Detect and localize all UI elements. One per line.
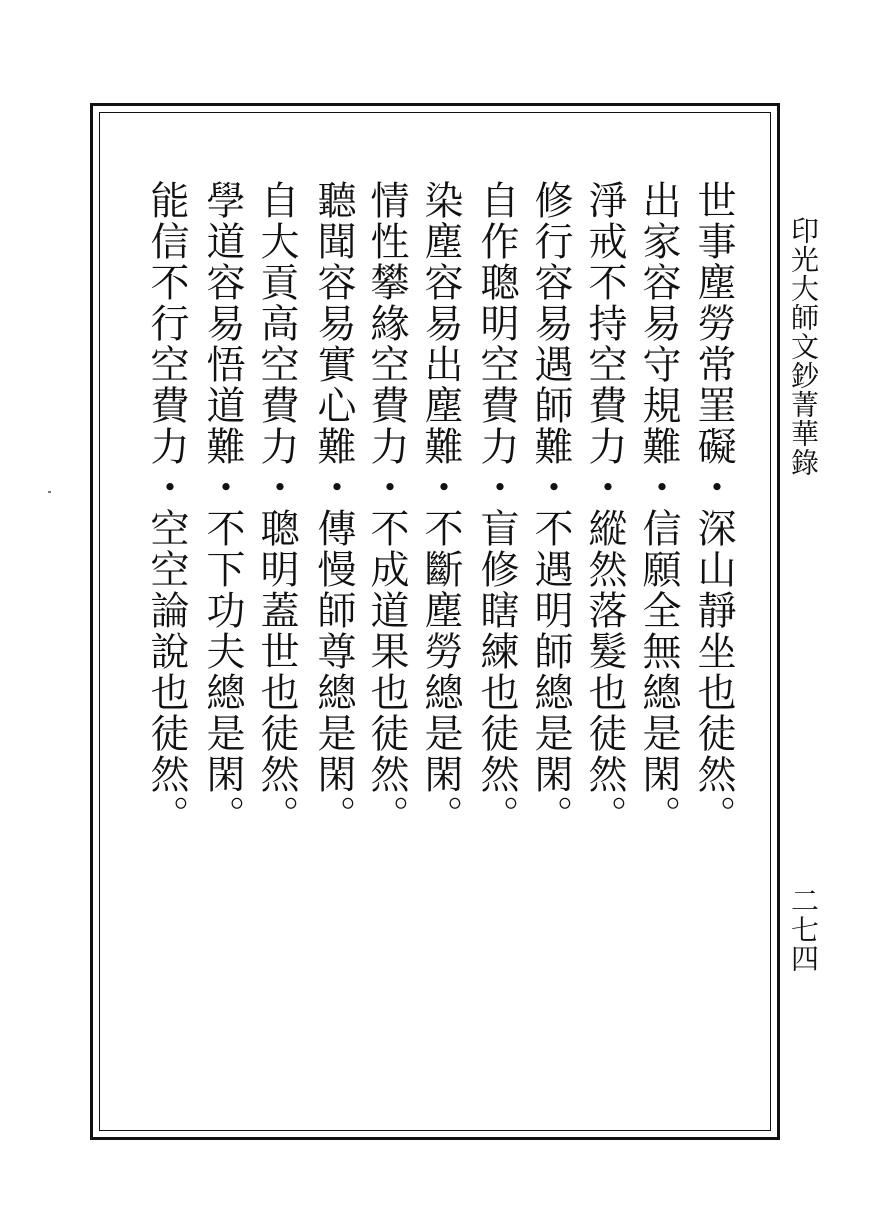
page-number: 二七四 <box>787 886 820 973</box>
text-column-8: 聽聞容易實心難・傳慢師尊總是閑。 <box>311 180 356 836</box>
text-column-11: 能信不行空費力・空空論說也徒然。 <box>144 180 189 836</box>
text-column-7: 情性攀緣空費力・不成道果也徒然。 <box>364 180 409 836</box>
text-column-10: 學道容易悟道難・不下功夫總是閑。 <box>200 180 245 836</box>
text-column-6: 染塵容易出塵難・不斷塵勞總是閑。 <box>418 180 463 836</box>
text-column-2: 出家容易守規難・信願全無總是閑。 <box>636 180 681 836</box>
scan-speck <box>48 491 51 493</box>
text-column-4: 修行容易遇師難・不遇明師總是閑。 <box>528 180 573 836</box>
text-column-1: 世事塵勞常罣礙・深山靜坐也徒然。 <box>691 180 736 836</box>
text-column-9: 自大貢高空費力・聰明蓋世也徒然。 <box>254 180 299 836</box>
text-column-5: 自作聰明空費力・盲修瞎練也徒然。 <box>474 180 519 836</box>
running-title: 印光大師文鈔菁華錄 <box>787 216 820 477</box>
text-column-3: 淨戒不持空費力・縱然落髮也徒然。 <box>582 180 627 836</box>
